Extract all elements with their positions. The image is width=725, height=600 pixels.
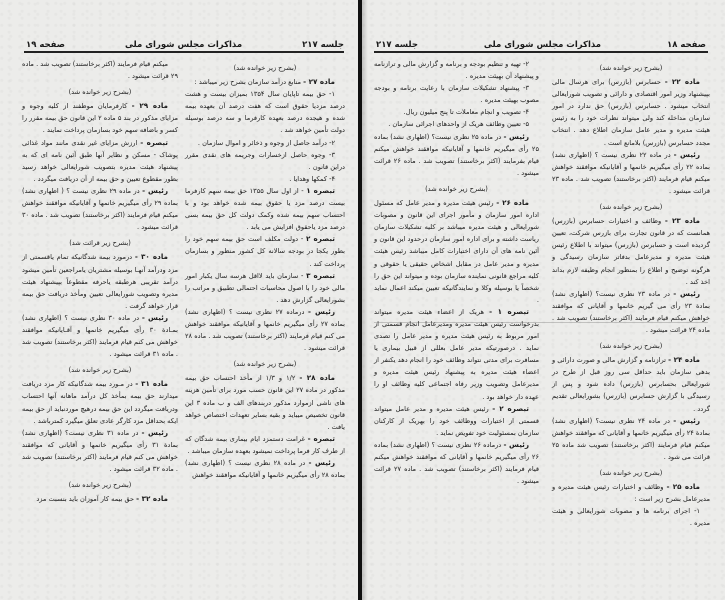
article-paragraph — [185, 185, 345, 233]
article-paragraph — [374, 131, 539, 179]
article-heading: ماده ۲۴ - — [668, 355, 700, 365]
article-body: وظائف و اختیارات رئیس هیئت مدیره و مدیرعامل بشرح زیر است : — [552, 483, 710, 504]
reading-note: (بشرح زیر خوانده شد) — [68, 88, 132, 97]
article-body: منابع درآمد سازمان بشرح زیر میباشد : — [194, 78, 302, 87]
article-heading: تبصره - — [140, 137, 168, 147]
scan-fold-line — [374, 322, 708, 323]
text-column-right — [552, 58, 710, 529]
article-paragraph — [22, 427, 178, 475]
article-heading: ماده ۳۰ - — [134, 252, 168, 262]
article-body: ۱/۲ و ۱/۳ از مأخذ احتساب حق بیمه مذکور در ماده ۲۷ این قانون حسب مورد برای تأمین هزینه های ناشی ازموارد مذکور دربندهای الف و ب ماده ۳ این قانون تخصیص میباید و بقیه بسایر تعهدات اختصاص خواهد یافت . — [185, 374, 345, 431]
article-paragraph — [22, 137, 178, 185]
article-heading: تبصره ۲ - — [492, 403, 529, 413]
article-paragraph — [374, 306, 539, 403]
article-paragraph — [552, 415, 710, 463]
article-heading: ماده ۲۲ - — [664, 77, 700, 87]
article-heading: ماده ۲۳ - — [664, 216, 700, 226]
article-paragraph — [552, 215, 710, 288]
article-paragraph — [185, 433, 345, 457]
article-paragraph — [185, 306, 345, 354]
article-body: هریک از اعضاء هیئت مدیره میتواند بدرخواست رئیس هیئت مدیره ومدیرعامل انجام قسمتی از امور مربوط به رئیس هیئت مدیره و مدیر عامل را تصدی نماید . درصورتیکه مدیر عامل بعللی از قبیل بیماری یا مسافرت برای مدتی نتواند وظائف خود را انجام دهد یکنفر از اعضاء هیئت مدیره به پیشنهاد رئیس هیئت مدیره و مدیرعامل وتصویب وزیر رفاه اجتماعی کلیه وظائف او را عهده دار خواهد بود . — [374, 307, 539, 401]
article-paragraph — [185, 233, 345, 269]
article-paragraph — [374, 403, 539, 439]
article-paragraph — [185, 76, 345, 88]
body-paragraph: ۲- درآمد حاصل از وجوه و ذخائر و اموال سازمان . — [197, 138, 335, 147]
reading-note: (بشرح زیر خوانده شد) — [599, 203, 663, 212]
article-body: درماده ۲۶ نظری نیست ؟ (اظهاری نشد) بماده ۲۶ رأی میگیریم خانمها و آقایانی که موافقند خواهش میکنم قیام فرمایند (اکثر برخاستند) تصویب شد . ماده ۲۷ قرائت میشود . — [374, 440, 539, 486]
body-paragraph: ۴- تصویب و انجام معاملات تا پنج میلیون ریال. — [403, 108, 529, 117]
article-heading: ماده ۳۱ - — [135, 379, 168, 389]
page-header — [376, 36, 706, 50]
body-paragraph: ۳- وجوه حاصل ازخسارات وجریمه های نقدی مقرر دراین قانون . — [185, 150, 345, 171]
article-body: در ماده ۲۳ نظری نیست؟ (اظهاری نشد) بمادة ۲۳ رأی می گیریم خانمها و آقایانی که موافقند خواهش میکنم قیام فرمایند (اکثر برخاستند) تصویب شد . ماده ۲۴ قرائت میشود . — [552, 289, 710, 334]
body-paragraph: ۴- کمکها وهدایا . — [289, 174, 335, 183]
article-paragraph — [22, 378, 178, 426]
article-heading: رئیس - — [142, 185, 168, 195]
body-paragraph: میکنم قیام فرمایند (اکثر برخاستند) تصویب شد . ماده ۲۹ قرائت میشود . — [22, 60, 178, 81]
article-heading: رئیس - — [673, 149, 700, 159]
reading-note: (بشرح زیر خوانده شد) — [599, 469, 663, 477]
article-body: - سازمان باید لااقل هرسه سال یکبار امور مالی خود را با اصول محاسبات احتمالی تطبیق و مراتب را بشورایعالی گزارش دهد . — [185, 271, 345, 304]
body-paragraph: ۱- اجرای برنامه ها و مصوبات شورایعالی و هیئت مدیره . — [552, 507, 710, 528]
article-heading: ماده ۲۶ - — [496, 198, 529, 208]
article-heading: ماده ۲۵ - — [666, 482, 700, 492]
article-paragraph — [552, 149, 710, 197]
reading-note: (بشرح زیر خوانده شد) — [599, 342, 663, 351]
article-heading: تبصره ۳ — [306, 270, 335, 280]
article-paragraph — [552, 288, 710, 336]
article-body: حسابرس (بازرس) برای هرسال مالی بپیشنهاد وزیر امور اقتصادی و دارائی و تصویب شورایعالی انتخاب میشود . حسابرس (بازرس) حق ندارد در امور سازمان مداخله کند ولی میتواند نظرات خود را به رئیس هیئت مدیره و مدیر عامل سازمان اطلاع دهد . انتخاب مجدد حسابرس (بازرس) بلامانع است . — [552, 78, 710, 147]
article-heading: تبصره - — [307, 433, 335, 443]
article-heading: تبصره ۱ — [306, 185, 335, 195]
reading-note: (بشرح زیر خوانده شد) — [599, 64, 663, 72]
article-body: - از اول سال ۱۳۵۵ حق بیمه سهم کارفرما بیست درصد مزد یا حقوق بیمه شده خواهد بود و با احتساب سهم بیمه شده وکمک دولت کل حق بیمه بسی درصد مزد یاحقوق افزایش می یابد . — [185, 186, 345, 232]
article-body: درمورد بیمه شدگانیکه تمام یاقسمتی از مزد ودرآمد آنهـا بوسیله مشتریان یامراجعین تأمین میشود درآمد تقریبی هرطبقه یاحرفه مقطوعاً بپیشنهاد هیئت مدیره وتصویب شورایعالی تعیین ومأخذ دریافت حق بیمه قرار خواهد گرفت . — [22, 253, 178, 310]
page-18 — [362, 0, 725, 600]
header-rule — [374, 51, 708, 53]
reading-note: (بشرح زیر قرائت شد) — [69, 239, 131, 248]
article-body: در ماده ۲۸ نظری نیست ؟ (اظهاری نشد) بماده ۲۸ رأی میگیریم خانمها و آقایانیکه موافقند خواهش — [185, 459, 345, 480]
page-number: صفحه ۱۸ — [667, 40, 706, 50]
article-body: رئیس هیئت مدیره و مدیر عامل میتواند قسمتی از اختیارات ووظائف خود را بهریک از کارکنان سازمان بمسئولیت خود تفویض نماید . — [374, 404, 539, 437]
article-paragraph — [22, 312, 178, 360]
article-body: وظائف و اختیارات حسابرس (بازرس) همانست که در قانون تجارت برای بازرس شرکت، تعیین گردیده است و حسابرس (بازرس) میتواند با اطلاع رئیس هیئت مدیره و مدیرعامل بدفاتر سازمان رسیدگی و هرگونه توضیح و اطلاع را بمنظور انجام وظیفه لازم بداند اخذ کند . — [552, 217, 710, 286]
text-column-left — [374, 58, 539, 487]
article-body: در ماده ۲۹ نظری نیست ؟ ( اظهاری نشد) بماده ۲۹ رأی میگیریم خانمها و آقایانیکه موافقند خواهش میکنم قیام فرمایند (اکثر برخاستند) تصویب شد . ماده ۳۰ قرائت میشود . — [22, 186, 178, 232]
article-heading: رئیس - — [308, 458, 335, 467]
body-paragraph: ۳- پیشنهاد تشکیلات سازمان با رعایت برنامه و بودجه مصوب بهیئت مدیره . — [374, 84, 539, 105]
article-body: در مـورد بیمه شدگانیکه کار مزد دریافت میدارند حق بیمه بمأخذ کل درآمد ماهانه آنها احتساب ودریافت میگردد این حق بیمه درهیچ موردنباید از حق بیمه ایکه بحداقل مزد کارگر عادی تعلق میگیرد کمترباشد . — [22, 380, 178, 425]
article-heading: ماده ۳۲ - — [136, 494, 168, 504]
reading-note: (بشرح زیر خوانده شد) — [233, 64, 297, 72]
article-body: در ماده ۳۰ نظری نیست ؟ (اظهاری نشد) بمـادة ۳۰ رأی میگیریم خانمها و آقـایانیکه موافقند خواهش می کنم قیام فرمایند (اکثر برخاستند) تصویب شد . ماده ۳۱ قرائت میشود . — [22, 313, 178, 359]
page-19 — [0, 0, 360, 600]
header-rule — [24, 51, 344, 53]
article-body: در ماده ۲۴ نظری نیست؟ (اظهاری نشد) بمادة ۲۴ رأی میگیریم خانمها و آقایانی که موافقند خواهش میکنم قیام فرمایند (اکثر برخاستند) تصویب شد ماده ۲۵ قرائت می شود . — [552, 416, 710, 461]
article-paragraph — [22, 185, 178, 233]
article-paragraph — [22, 493, 178, 505]
article-body: کارفرمایان موظفند از کلیه وجوه و مزایای مذکور در بند ۵ ماده ۲ این قانون حق بیمه مقرر را کسر و باضافه سهم خود بسازمان پرداخت نمایند . — [22, 102, 178, 135]
article-paragraph — [374, 197, 539, 306]
article-paragraph — [185, 270, 345, 306]
article-heading: رئیس - — [673, 288, 700, 298]
article-heading: ماده ۲۹ - — [131, 101, 168, 111]
page-number: صفحه ۱۹ — [26, 40, 65, 50]
article-body: ارزش مزایای غیر نقدی مانند مواد غذائی پوشاک - مسکن و نظایر آنها طبق آئین نامه ای که به پیشنهاد هیئت مدیره بتصویب شورایعالی خواهد رسید بطور مقطوع تعیین و حق بیمه از آن دریافت میگردد . — [22, 138, 178, 183]
reading-note: (بشرح زیر خوانده شد) — [233, 360, 297, 369]
article-heading: تبصره ۲ — [306, 234, 335, 244]
article-heading: رئیس - — [673, 415, 700, 425]
session-label: جلسه ۲۱۷ — [302, 40, 344, 50]
article-heading: رئیس - — [503, 131, 529, 141]
running-title: مذاکرات مجلس شورای ملی — [124, 40, 243, 50]
article-body: حق بیمه کار آموزان باید بنسبت مزد — [36, 495, 135, 504]
article-heading: رئیس - — [141, 312, 168, 322]
reading-note: (بشرح زیر خوانده شد) — [68, 366, 132, 375]
body-paragraph: ۵- تعیین وظائف هریک از واحدهای اجرائی سازمان . — [388, 120, 529, 129]
article-paragraph — [22, 251, 178, 311]
article-body: در ماده ۲۲ نظری نیست ؟ (اظهاری نشد) بماده ۲۲ رأی میگیریم خانمها و آقایانیکه موافقند خواهش میکنم قیام فرمایند (اکثر برخاستند) تصویب شد . ماده ۲۳ قرائت میشود . — [552, 150, 710, 195]
article-paragraph — [552, 354, 710, 414]
article-paragraph — [22, 100, 178, 136]
session-label: جلسه ۲۱۷ — [376, 40, 418, 50]
article-body: درماده ۲۷ نظری نیست ؟ (اظهاری نشد) بماده ۲۷ رأی میگیریم خانمها و آقایانیکه موافقند خواهش می کنم قیام فرمایند (اکثر برخاستند) تصویب شد . ماده ۲۸ قرائت میشود . — [185, 307, 345, 353]
running-title: مذاکرات مجلس شورای ملی — [483, 40, 602, 50]
article-body: رئیس هیئت مدیره و مدیر عامل که مسئول اداره امور سازمان و مأمور اجرای این قانون و مصوبات شورایعالی و هیئت مدیره میباشد بر کلیه تشکیلات سازمان ریاست داشته و برای اداره امور سازمان درحدود این قانون و آئین نامه های آن دارای اختیارات کامل میباشد رئیس هیئت مدیره و مدیر عامل در مقابل اشخاص حقیقی یا حقوقی و کلیه مراجع قانونی نماینده سازمان بوده و میتواند این حق را شخصاً یا بوسیله وکلا و نمایندگانیکه تعیین میکند اعمال نماید . — [374, 199, 539, 304]
article-body: - دولت مکلف است حق بیمه سهم خود را بطور یکجا در بودجه سالانه کل کشور منظور و بسازمان پرداخت کند . — [185, 235, 345, 268]
article-heading: رئیس - — [308, 306, 335, 316]
article-heading: رئیس - — [141, 427, 168, 437]
reading-note: (بشرح زیر خوانده شد) — [68, 481, 132, 490]
article-body: ترازنامه و گزارش مالی و صورت دارائی و بدهی سازمان باید حداقل سی روز قبل از طرح در شورایعالی بحسابرس (بازرس) داده شود و پس از رسیدگی با گزارش حسابرس (بازرس) بشورایعالی تقدیم گردد . — [551, 356, 710, 413]
article-heading: تبصره ۱ - — [489, 306, 529, 316]
reading-note: (بشرح زیر خوانده شد) — [425, 184, 488, 193]
article-paragraph — [552, 481, 710, 505]
page-header — [26, 36, 344, 50]
article-body: غرامت دستمزد ایام بیماری بیمه شدگان که از طرف کار فرما پرداخت نمیشود بعهده سازمان میباشد . — [185, 434, 345, 455]
article-paragraph — [374, 439, 539, 487]
spine-shadow — [362, 0, 368, 600]
article-paragraph — [185, 372, 345, 432]
article-paragraph — [185, 457, 345, 481]
article-body: در ماده ۲۵ نظری نیست؟ (اظهاری نشد) بماده ۲۵ رأی میگیریم خانمها و آقایانیکه موافقند خواهش میکنم قیام بفرمایند (اکثر برخاستند) تصویب شد . ماده ۲۶ قرائت میشود . — [374, 132, 540, 177]
article-paragraph — [552, 76, 710, 149]
article-heading: رئیس - — [503, 439, 529, 449]
body-paragraph: ۲- تهیه و تنظیم بودجه و برنامه و گزارش مالی و ترازنامه و پیشنهاد آن بهیئت مدیره . — [374, 60, 539, 81]
text-column-right — [185, 58, 345, 481]
article-heading: ماده ۲۷ - — [303, 77, 335, 87]
article-heading: ماده ۲۸ - — [299, 373, 335, 383]
article-body: در ماده ۳۱ نظری نیست؟ (اظهاری نشد) بمادة ۳۱ رأی میگیریم خانمها و آقایانی که موافقند خواهش می کنم قیام فرمایند (اکثر برخاستند) تصویب شد . ماده ۳۲ قرائت میشود . — [22, 428, 178, 473]
text-column-left — [22, 58, 178, 505]
body-paragraph: ۱- حق بیمه تاپایان سال ۱۳۵۴ بمیزان بیست و هشت درصد مزدیا حقوق است که هفت درصد آن بعهده بیمه شده و هیجده درصد بعهده کارفرما و سه درصد بوسیله دولت تأمین خواهد شد . — [185, 90, 345, 135]
